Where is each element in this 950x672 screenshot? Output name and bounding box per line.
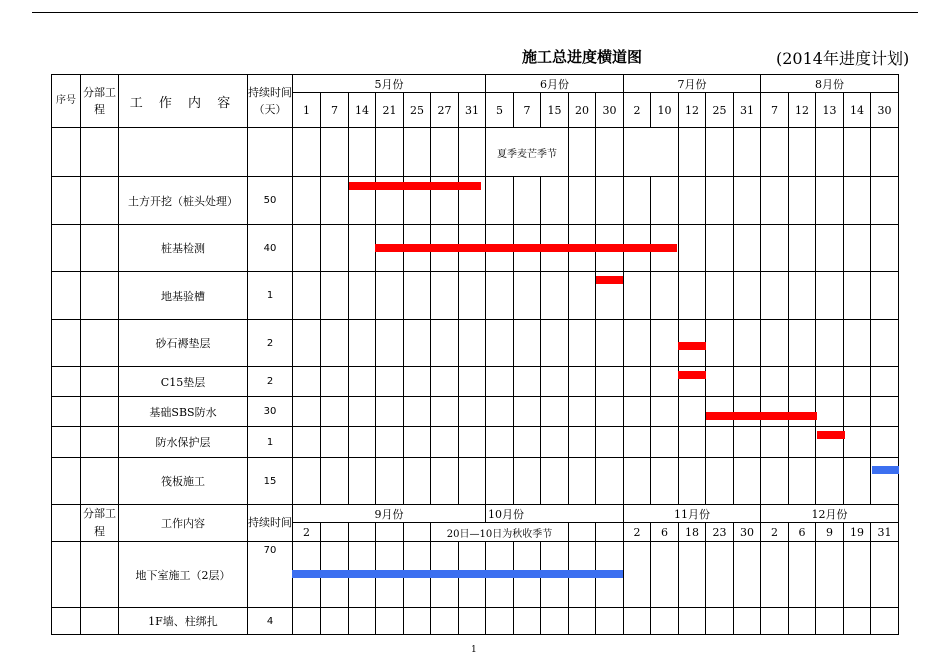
header2-month-row: [52, 505, 899, 523]
gantt-bar-pile-test: [375, 244, 677, 252]
task-duration: 50: [248, 177, 293, 225]
month-may: 5月份: [293, 75, 486, 93]
month-june: 6月份: [486, 75, 624, 93]
duration-header: 持续时间（天）: [248, 75, 293, 128]
day-cell: 30: [871, 93, 899, 128]
month-october: 10月份: [486, 505, 624, 523]
day-cell: 31: [459, 93, 486, 128]
day-cell: 30: [734, 523, 761, 542]
task-name: C15垫层: [119, 367, 248, 397]
task-duration: 15: [248, 458, 293, 505]
day-cell: 13: [816, 93, 844, 128]
header-rule: [32, 12, 918, 13]
task-row: [52, 458, 899, 505]
dept-header-2: 分部工程: [81, 505, 119, 542]
task-duration: 1: [248, 427, 293, 458]
task-name: 地基验槽: [119, 272, 248, 320]
gantt-bar-raft: [872, 466, 899, 474]
day-cell: 7: [514, 93, 541, 128]
task-duration: 1: [248, 272, 293, 320]
day-cell: 10: [651, 93, 679, 128]
task-duration: 70: [248, 542, 293, 608]
chart-subtitle: (2014年进度计划): [776, 49, 910, 68]
day-cell: 15: [541, 93, 569, 128]
month-september: 9月份: [293, 505, 486, 523]
task-name: 筏板施工: [119, 458, 248, 505]
gantt-bar-gravel-cushion: [678, 342, 706, 350]
day-cell: 25: [404, 93, 431, 128]
autumn-note: 20日—10日为秋收季节: [431, 523, 569, 542]
day-cell: 2: [624, 93, 651, 128]
task-duration: 30: [248, 397, 293, 427]
dept-header: 分部工程: [81, 75, 119, 128]
task-duration: 2: [248, 367, 293, 397]
month-july: 7月份: [624, 75, 761, 93]
month-august: 8月份: [761, 75, 899, 93]
task-name: 砂石褥垫层: [119, 320, 248, 367]
day-cell: 1: [293, 93, 321, 128]
task-name: 地下室施工（2层）: [119, 542, 248, 608]
day-cell: 2: [293, 523, 321, 542]
task-row: [52, 272, 899, 320]
gantt-bar-earthwork: [349, 182, 481, 190]
seq-header: 序号: [52, 75, 81, 128]
task-header: 工 作 内 容: [119, 75, 248, 128]
day-cell: 12: [789, 93, 816, 128]
task-name: 土方开挖（桩头处理）: [119, 177, 248, 225]
task-row: [52, 320, 899, 367]
season-row: [52, 128, 899, 177]
day-cell: 19: [844, 523, 871, 542]
task-header-2: 工作内容: [119, 505, 248, 542]
day-cell: 14: [844, 93, 871, 128]
day-cell: 31: [871, 523, 899, 542]
task-duration: 4: [248, 608, 293, 635]
task-name: 1F墙、柱绑扎: [119, 608, 248, 635]
day-cell: 7: [761, 93, 789, 128]
gantt-bar-waterproof-protection: [817, 431, 845, 439]
month-december: 12月份: [761, 505, 899, 523]
task-name: 基础SBS防水: [119, 397, 248, 427]
day-cell: 30: [596, 93, 624, 128]
day-cell: 6: [651, 523, 679, 542]
day-cell: 23: [706, 523, 734, 542]
day-cell: 7: [321, 93, 349, 128]
header-month-row: [52, 75, 899, 93]
page-number: 1: [471, 645, 477, 655]
task-duration: 2: [248, 320, 293, 367]
gantt-table: [51, 74, 899, 635]
day-cell: 5: [486, 93, 514, 128]
task-row: [52, 427, 899, 458]
day-cell: 20: [569, 93, 596, 128]
day-cell: 21: [376, 93, 404, 128]
day-cell: 25: [706, 93, 734, 128]
day-cell: 12: [679, 93, 706, 128]
day-cell: 2: [761, 523, 789, 542]
gantt-bar-foundation-inspection: [596, 276, 623, 284]
gantt-bar-basement: [292, 570, 623, 578]
day-cell: 27: [431, 93, 459, 128]
task-name: 桩基检测: [119, 225, 248, 272]
day-cell: 2: [624, 523, 651, 542]
gantt-bar-sbs-waterproof: [706, 412, 817, 420]
duration-header-2: 持续时间: [248, 505, 293, 542]
task-name: 防水保护层: [119, 427, 248, 458]
gantt-bar-c15-cushion: [678, 371, 706, 379]
task-row: [52, 367, 899, 397]
day-cell: 18: [679, 523, 706, 542]
chart-title: 施工总进度横道图: [522, 48, 643, 66]
day-cell: 6: [789, 523, 816, 542]
season-note: 夏季麦芒季节: [486, 128, 569, 177]
day-cell: 9: [816, 523, 844, 542]
month-november: 11月份: [624, 505, 761, 523]
task-duration: 40: [248, 225, 293, 272]
task-row: [52, 608, 899, 635]
day-cell: 14: [349, 93, 376, 128]
day-cell: 31: [734, 93, 761, 128]
